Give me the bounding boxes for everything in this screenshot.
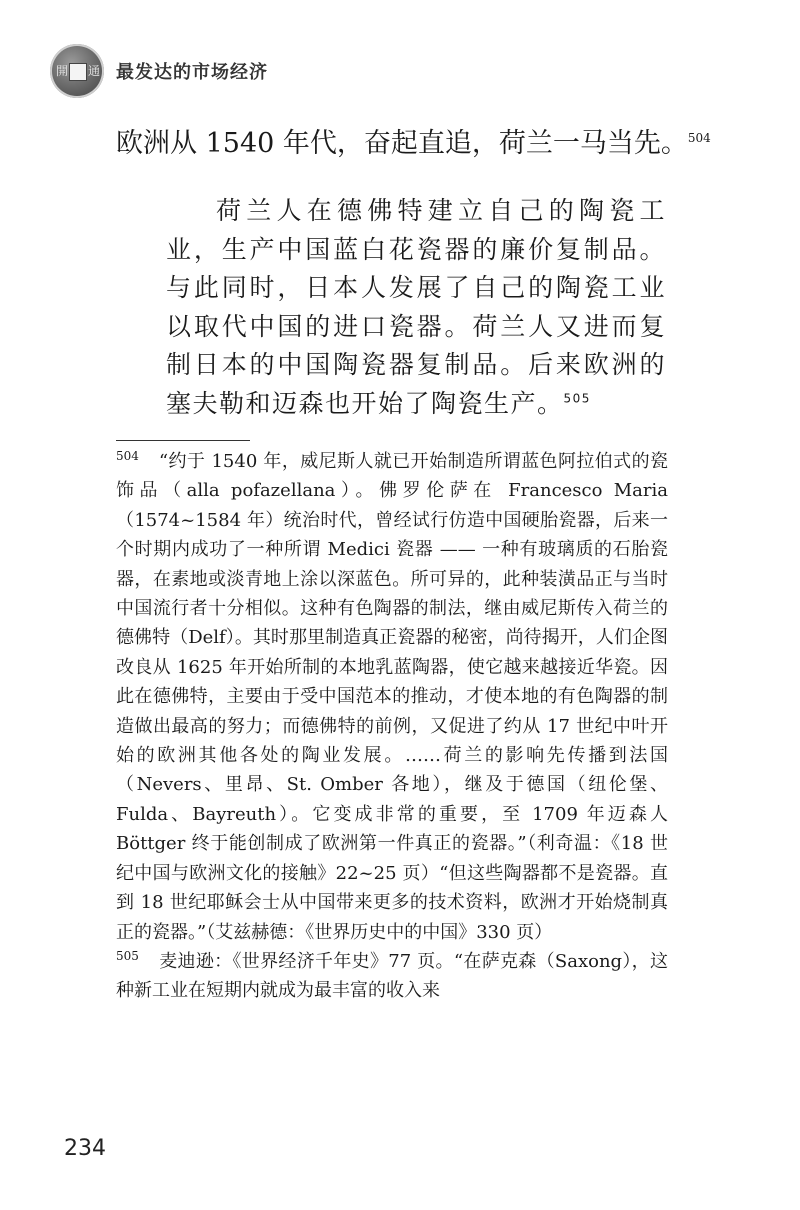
footnote-number: 505 bbox=[116, 948, 139, 963]
block-quote bbox=[166, 192, 666, 423]
footnote-text: 麦迪逊：《世界经济千年史》77 页。“在萨克森（Saxong），这种新工业在短期内就成为最丰富的收入来 bbox=[116, 950, 668, 1002]
quote-footnote-ref: 505 bbox=[563, 391, 591, 406]
lead-footnote-ref: 504 bbox=[687, 131, 711, 145]
lead-paragraph bbox=[116, 128, 711, 160]
coin-left-char: 開 bbox=[56, 64, 69, 78]
footnote-number: 504 bbox=[116, 449, 139, 463]
running-header bbox=[50, 44, 750, 104]
footnotes bbox=[116, 447, 668, 1006]
header-title: 最发达的市场经济 bbox=[116, 62, 268, 83]
lead-text: 欧洲从 1540 年代，奋起直追，荷兰一马当先。 bbox=[116, 128, 688, 159]
page-number: 234 bbox=[64, 1136, 106, 1161]
footnote-504 bbox=[116, 447, 668, 947]
coin-right-char: 通 bbox=[88, 64, 101, 78]
footnote-divider bbox=[116, 440, 250, 441]
footnote-505 bbox=[116, 947, 668, 1006]
footnote-text: “约于 1540 年，威尼斯人就已开始制造所谓蓝色阿拉伯式的瓷饰品（alla pofazellana）。佛罗伦萨在 Francesco Maria（1574~1584 年）统治时代，曾经试行仿造中国硬胎瓷器，后来一个时期内成功了一种所谓 Medici 瓷器 —— 一种有玻璃质的石胎瓷器，在素地或淡青地上涂以深蓝色。所可异的，此种装潢品正与当时中国流行者十分相似。这种有色陶器的制法，继由威尼斯传入荷兰的德佛特（Delf）。其时那里制造真正瓷器的秘密，尚待揭开，人们企图改良从 1625 年开始所制的本地乳蓝陶器，使它越来越接近华瓷。因此在德佛特，主要由于受中国范本的推动，才使本地的有色陶器的制造做出最高的努力；而德佛特的前例，又促进了约从 17 世纪中叶开始的欧洲其他各处的陶业发展。……荷兰的影响先传播到法国（Nevers、里昂、St. Omber 各地），继及于德国（纽伦堡、Fulda、Bayreuth）。它变成非常的重要，至 1709 年迈森人 Böttger 终于能创制成了欧洲第一件真正的瓷器。”（利奇温：《18 世纪中国与欧洲文化的接触》22~25 页）“但这些陶器都不是瓷器。直到 18 世纪耶稣会士从中国带来更多的技术资料，欧洲才开始烧制真正的瓷器。”（艾兹赫德：《世界历史中的中国》330 页） bbox=[116, 451, 668, 943]
quote-text: 荷兰人在德佛特建立自己的陶瓷工业，生产中国蓝白花瓷器的廉价复制品。与此同时，日本人发展了自己的陶瓷工业以取代中国的进口瓷器。荷兰人又进而复制日本的中国陶瓷器复制品。后来欧洲的塞夫勒和迈森也开始了陶瓷生产。 bbox=[166, 196, 666, 418]
coin-logo-icon bbox=[50, 44, 104, 98]
